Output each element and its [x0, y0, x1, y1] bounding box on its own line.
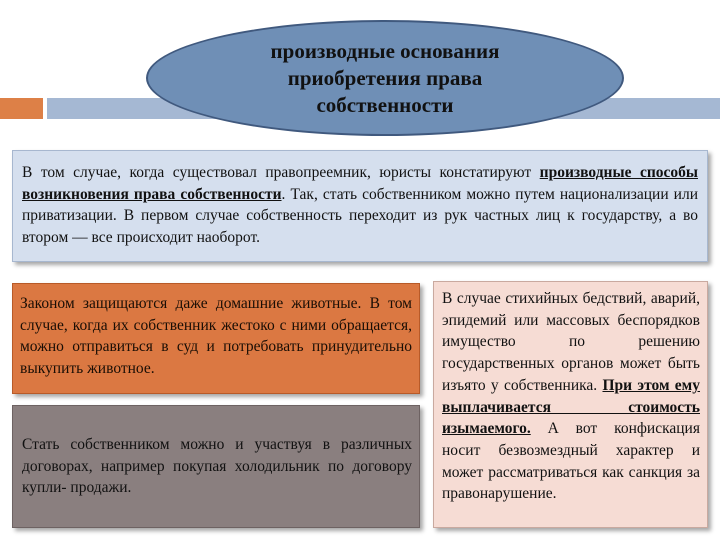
top-box-text-before: В том случае, когда существовал правопреемник, юристы констатируют: [22, 164, 540, 181]
contracts-box: [12, 405, 420, 528]
slide-title: производные основания приобретения права собственности: [270, 38, 500, 117]
title-ellipse: [146, 20, 624, 136]
animals-protection-box: [12, 283, 420, 394]
top-box-emphasis: производные способы возникновения права собственности: [22, 164, 698, 203]
pink-box-text-after: А вот конфискация носит безвозмездный характер и может рассматриваться как санкция за правонарушение.: [442, 420, 700, 503]
derivative-methods-box: [12, 150, 708, 262]
orange-box-text: Законом защищаются даже домашние животные. В том случае, когда их собственник жестоко с ними обращается, можно отправиться в суд и потребовать принудительно выкупить животное.: [20, 295, 412, 377]
top-box-text-after: . Так, стать собственником можно путем национализации или приватизации. В первом случае собственность переходит из рук частных лиц к государству, а во втором — все происходит наоборот.: [22, 185, 698, 246]
gray-box-text: Стать собственником можно и участвуя в различных договорах, например покупая холодильник по договору купли- продажи.: [22, 436, 412, 496]
requisition-box: [433, 281, 708, 528]
pink-box-emphasis: При этом ему выплачивается стоимость изымаемого.: [442, 376, 700, 438]
pink-box-text-before: В случае стихийных бедствий, аварий, эпидемий или массовых беспорядков имущество по решению государственных органов может быть изъято у собственника.: [442, 290, 700, 394]
accent-bar-orange: [0, 98, 43, 119]
